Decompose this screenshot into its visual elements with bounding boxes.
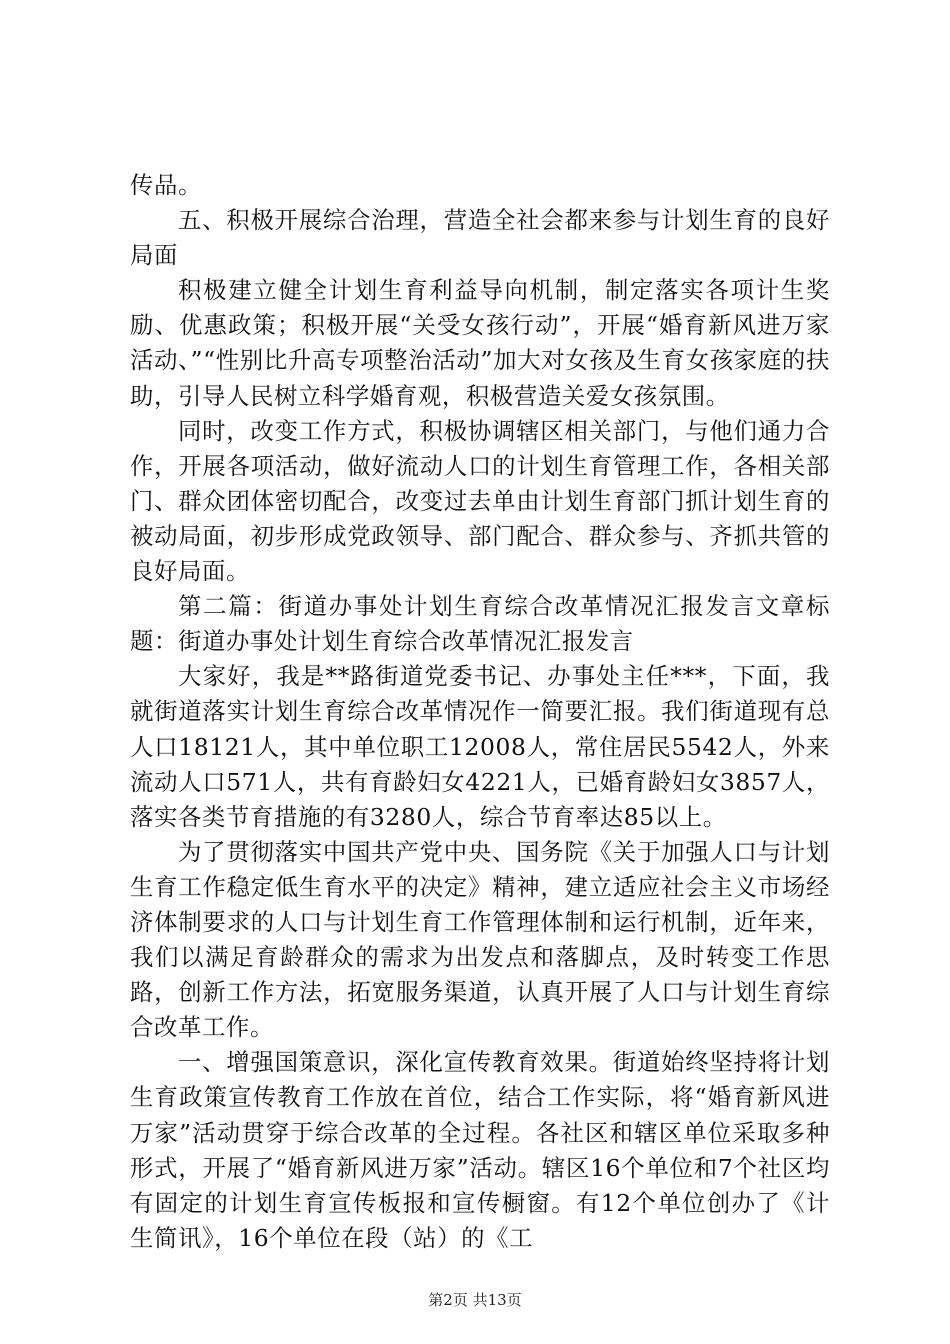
paragraph-4: 大家好，我是**路街道党委书记、办事处主任***，下面，我就街道落实计划生育综合改革情况作一简要汇报。我们街道现有总人口18121人，其中单位职工12008人，常住居民5542人，外来流动人口571人，共有育龄妇女4221人，已婚育龄妇女3857人，落实各类节育措施的有3280人，综合节育率达85以上。	[130, 662, 830, 831]
article-title: 第二篇：街道办事处计划生育综合改革情况汇报发言文章标题：街道办事处计划生育综合改革情况汇报发言	[130, 592, 830, 656]
paragraph-3: 同时，改变工作方式，积极协调辖区相关部门，与他们通力合作，开展各项活动，做好流动人口的计划生育管理工作，各相关部门、群众团体密切配合，改变过去单由计划生育部门抓计划生育的被动局面，初步形成党政领导、部门配合、群众参与、齐抓共管的良好局面。	[130, 416, 830, 586]
page-number-footer: 第2页 共13页	[428, 1291, 522, 1309]
paragraph-1: 传品。	[130, 171, 202, 199]
paragraph-5: 为了贯彻落实中国共产党中央、国务院《关于加强人口与计划生育工作稳定低生育水平的决定》精神，建立适应社会主义市场经济体制要求的人口与计划生育工作管理体制和运行机制，近年来，我们以满足育龄群众的需求为出发点和落脚点，及时转变工作思路，创新工作方法，拓宽服务渠道，认真开展了人口与计划生育综合改革工作。	[130, 837, 830, 1042]
document-body	[130, 168, 830, 1256]
section-heading-5: 五、积极开展综合治理，营造全社会都来参与计划生育的良好局面	[130, 206, 830, 270]
paragraph-2: 积极建立健全计划生育利益导向机制，制定落实各项计生奖励、优惠政策；积极开展“关受女孩行动”，开展“婚育新风进万家活动、”“性别比升高专项整治活动”加大对女孩及生育女孩家庭的扶助，引导人民树立科学婚育观，积极营造关爱女孩氛围。	[130, 276, 830, 410]
paragraph-6: 一、增强国策意识，深化宣传教育效果。街道始终坚持将计划生育政策宣传教育工作放在首位，结合工作实际，将“婚育新风进万家”活动贯穿于综合改革的全过程。各社区和辖区单位采取多种形式，开展了“婚育新风进万家”活动。辖区16个单位和7个社区均有固定的计划生育宣传板报和宣传橱窗。有12个单位创办了《计生简讯》，16个单位在段（站）的《工	[130, 1048, 830, 1252]
